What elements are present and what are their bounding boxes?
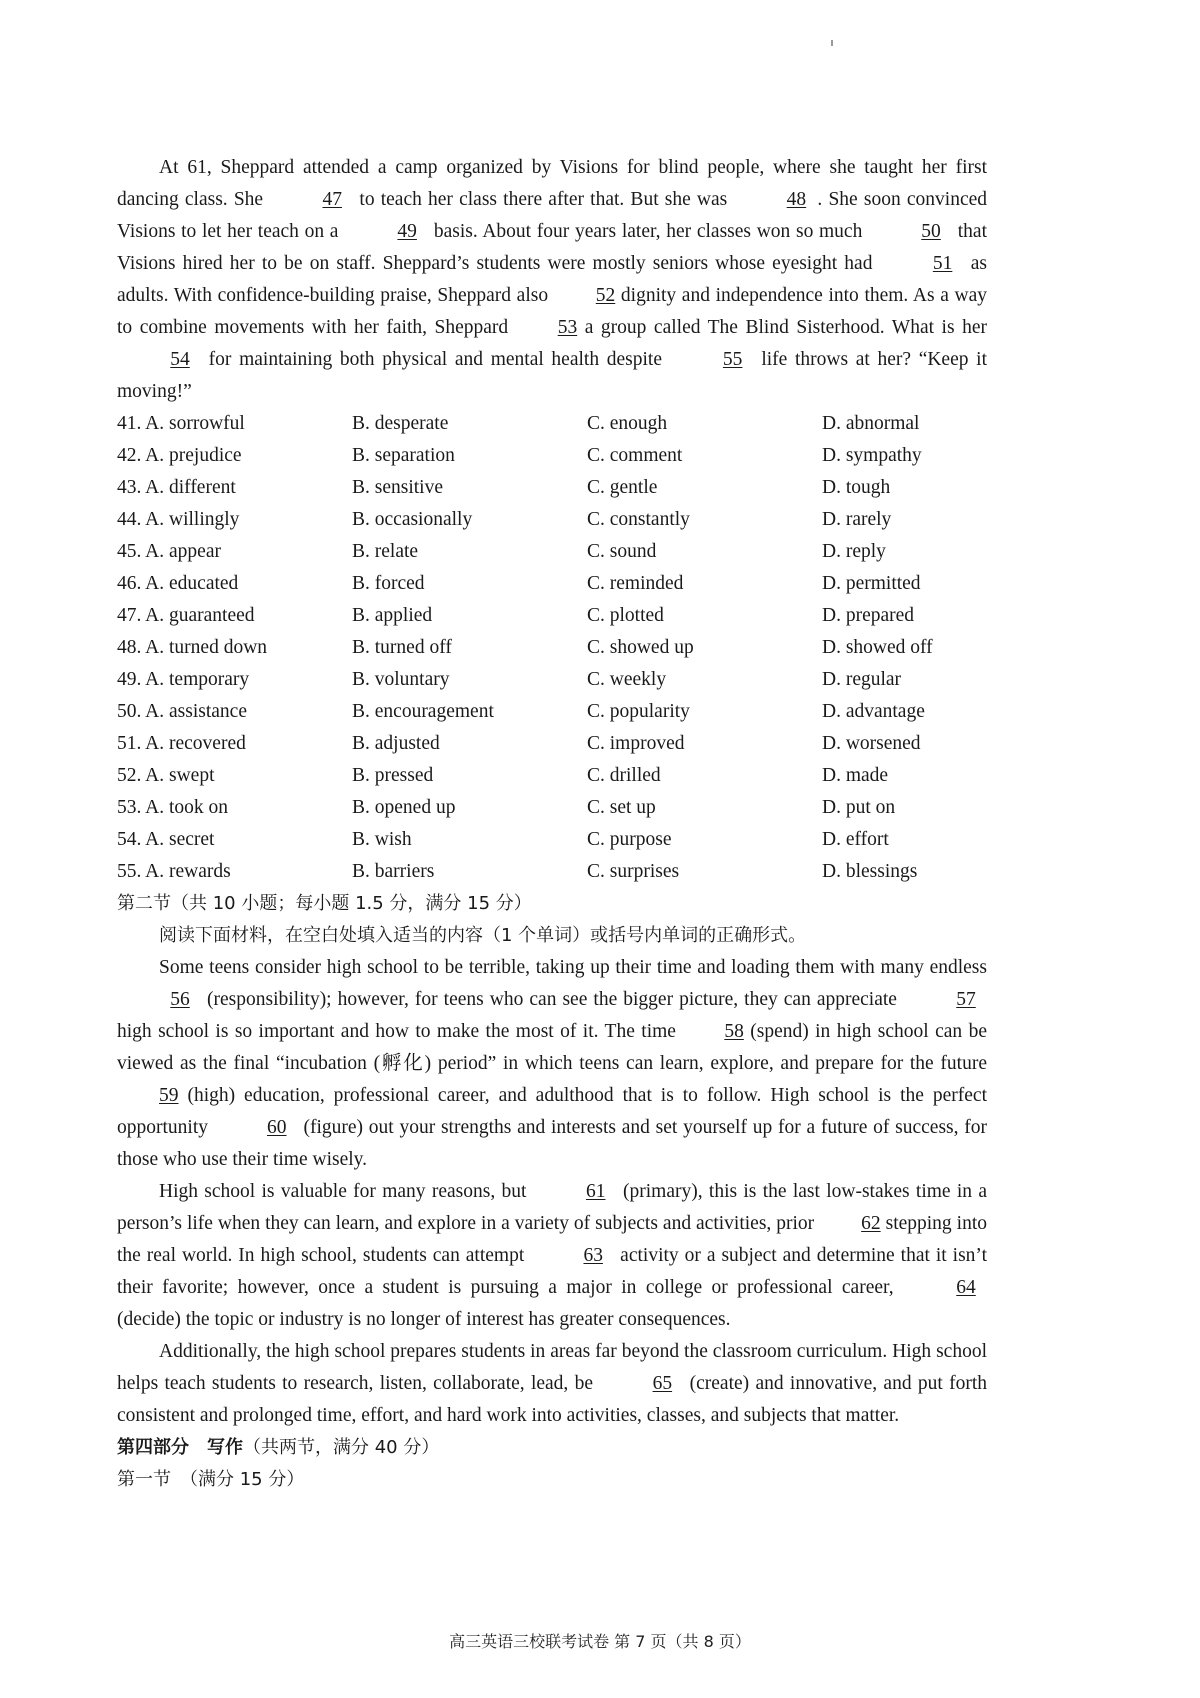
option-d: D. showed off <box>822 637 933 658</box>
option-d: D. rarely <box>822 509 892 530</box>
option-b: B. pressed <box>352 765 434 786</box>
grammar-paragraph-1 <box>117 952 987 1176</box>
option-row <box>117 696 987 728</box>
option-d: D. put on <box>822 797 896 818</box>
option-a: 51. A. recovered <box>117 733 246 754</box>
passage-text: Additionally, the high school prepares students in areas far beyond the classroom curriculum. High school helps teach students to research, listen, collaborate, lead, be <box>117 1341 987 1394</box>
option-c: C. constantly <box>587 509 690 530</box>
option-a: 46. A. educated <box>117 573 239 594</box>
option-d: D. tough <box>822 477 891 498</box>
blank-51: 51 <box>932 253 953 274</box>
option-b: B. turned off <box>352 637 452 658</box>
option-a: 44. A. willingly <box>117 509 240 530</box>
option-c: C. gentle <box>587 477 658 498</box>
option-c: C. purpose <box>587 829 672 850</box>
option-b: B. separation <box>352 445 455 466</box>
option-d: D. made <box>822 765 889 786</box>
option-row <box>117 472 987 504</box>
option-b: B. voluntary <box>352 669 450 690</box>
option-a: 42. A. prejudice <box>117 445 242 466</box>
option-c: C. drilled <box>587 765 661 786</box>
option-row <box>117 408 987 440</box>
blank-47: 47 <box>322 189 342 210</box>
option-c: C. surprises <box>587 861 680 882</box>
option-b: B. forced <box>352 573 425 594</box>
option-row <box>117 760 987 792</box>
grammar-paragraph-3 <box>117 1336 987 1432</box>
blank-58: 58 <box>724 1021 744 1042</box>
passage-text: (create) and innovative, and put forth consistent and prolonged time, effort, and hard work into activities, classes, and subjects that matter. <box>117 1373 987 1426</box>
blank-53: 53 <box>557 317 578 338</box>
option-a: 41. A. sorrowful <box>117 413 245 434</box>
blank-63: 63 <box>583 1245 603 1266</box>
option-d: D. sympathy <box>822 445 922 466</box>
section2-heading: 第二节（共 10 小题；每小题 1.5 分，满分 15 分） <box>117 893 532 914</box>
passage-text: (figure) out your strengths and interests and set yourself up for a future of success, for those who use their time wisely. <box>117 1117 987 1170</box>
passage-text: a group called The Blind Sisterhood. What is her <box>577 317 987 338</box>
blank-60: 60 <box>267 1117 287 1138</box>
option-d: D. reply <box>822 541 886 562</box>
passage-text: stepping into the real world. In high school, students can attempt <box>117 1213 987 1266</box>
option-d: D. advantage <box>822 701 925 722</box>
option-row <box>117 632 987 664</box>
passage-text: high school is so important and how to make the most of it. The time <box>117 1021 683 1042</box>
grammar-paragraph-2 <box>117 1176 987 1336</box>
blank-54: 54 <box>170 349 190 370</box>
option-a: 54. A. secret <box>117 829 215 850</box>
option-b: B. sensitive <box>352 477 443 498</box>
passage-text: basis. About four years later, her classes won so much <box>428 221 869 242</box>
passage-text: (responsibility); however, for teens who can see the bigger picture, they can appreciate <box>201 989 903 1010</box>
passage-text: Some teens consider high school to be terrible, taking up their time and loading them with many endless <box>159 957 987 978</box>
option-a: 49. A. temporary <box>117 669 250 690</box>
part4-title: 第四部分 写作 <box>117 1437 243 1458</box>
option-c: C. improved <box>587 733 685 754</box>
passage-text: that Visions hired her to be on staff. Sheppard’s students were mostly seniors whose eyesight had <box>117 221 987 274</box>
option-d: D. blessings <box>822 861 918 882</box>
option-row <box>117 792 987 824</box>
blank-61: 61 <box>585 1181 606 1202</box>
option-d: D. effort <box>822 829 889 850</box>
blank-48: 48 <box>786 189 807 210</box>
option-row <box>117 600 987 632</box>
option-c: C. popularity <box>587 701 690 722</box>
option-b: B. desperate <box>352 413 449 434</box>
passage-text: High school is valuable for many reasons, but <box>159 1181 533 1202</box>
option-c: C. plotted <box>587 605 664 626</box>
option-a: 45. A. appear <box>117 541 221 562</box>
part4-section1-heading: 第一节 （满分 15 分） <box>117 1469 305 1490</box>
page-content <box>117 152 987 1496</box>
blank-55: 55 <box>722 349 743 370</box>
passage-text: life throws at her? “Keep it moving!” <box>117 349 987 402</box>
passage-text: (decide) the topic or industry is no longer of interest has greater consequences. <box>117 1309 731 1330</box>
option-b: B. occasionally <box>352 509 473 530</box>
option-b: B. opened up <box>352 797 456 818</box>
option-c: C. enough <box>587 413 668 434</box>
blank-57: 57 <box>956 989 976 1010</box>
option-c: C. sound <box>587 541 657 562</box>
blank-62: 62 <box>861 1213 881 1234</box>
passage-text: dignity and independence into them. As a way to combine movements with her faith, Sheppard <box>117 285 987 338</box>
option-row <box>117 568 987 600</box>
option-a: 50. A. assistance <box>117 701 247 722</box>
option-b: B. relate <box>352 541 419 562</box>
option-c: C. reminded <box>587 573 684 594</box>
passage-text: (spend) in high school can be viewed as the final “incubation (孵化) period” in which teens can learn, explore, and prepare for the future <box>117 1021 987 1074</box>
option-c: C. set up <box>587 797 656 818</box>
blank-59: 59 <box>159 1085 179 1106</box>
option-b: B. encouragement <box>352 701 494 722</box>
option-row <box>117 824 987 856</box>
option-a: 48. A. turned down <box>117 637 268 658</box>
blank-52: 52 <box>595 285 616 306</box>
option-row <box>117 504 987 536</box>
option-row <box>117 728 987 760</box>
cloze-passage <box>117 152 987 408</box>
option-a: 47. A. guaranteed <box>117 605 255 626</box>
blank-65: 65 <box>652 1373 673 1394</box>
option-b: B. adjusted <box>352 733 440 754</box>
passage-text: activity or a subject and determine that it isn’t their favorite; however, once a student is pursuing a major in college or professional career, <box>117 1245 987 1298</box>
passage-text: to teach her class there after that. But she was <box>353 189 734 210</box>
option-d: D. permitted <box>822 573 921 594</box>
option-c: C. weekly <box>587 669 667 690</box>
part4-heading <box>117 1432 987 1464</box>
option-row <box>117 856 987 888</box>
blank-49: 49 <box>397 221 417 242</box>
blank-50: 50 <box>921 221 941 242</box>
option-b: B. barriers <box>352 861 435 882</box>
passage-text: . She soon convinced Visions to let her teach on a <box>117 189 987 242</box>
passage-text: (high) education, professional career, and adulthood that is to follow. High school is the perfect opportunity <box>117 1085 987 1138</box>
part4-score: （共两节，满分 40 分） <box>243 1437 440 1458</box>
passage-text: (primary), this is the last low-stakes time in a person’s life when they can learn, and explore in a variety of subjects and activities, prior <box>117 1181 987 1234</box>
passage-text: for maintaining both physical and mental health despite <box>201 349 670 370</box>
option-d: D. prepared <box>822 605 915 626</box>
cloze-options <box>117 408 987 888</box>
option-row <box>117 440 987 472</box>
option-b: B. wish <box>352 829 412 850</box>
option-c: C. showed up <box>587 637 694 658</box>
option-d: D. abnormal <box>822 413 920 434</box>
page-footer: 高三英语三校联考试卷 第 7 页（共 8 页） <box>449 1632 751 1651</box>
scan-speck <box>831 40 833 46</box>
option-d: D. worsened <box>822 733 921 754</box>
option-a: 53. A. took on <box>117 797 229 818</box>
passage-text: as adults. With confidence-building praise, Sheppard also <box>117 253 987 306</box>
option-a: 43. A. different <box>117 477 236 498</box>
passage-text: At 61, Sheppard attended a camp organized by Visions for blind people, where she taught her first dancing class. She <box>117 157 987 210</box>
blank-64: 64 <box>956 1277 976 1298</box>
option-a: 55. A. rewards <box>117 861 231 882</box>
option-row <box>117 664 987 696</box>
section2-instruction: 阅读下面材料，在空白处填入适当的内容（1 个单词）或括号内单词的正确形式。 <box>159 925 807 946</box>
option-row <box>117 536 987 568</box>
option-a: 52. A. swept <box>117 765 215 786</box>
option-c: C. comment <box>587 445 683 466</box>
option-b: B. applied <box>352 605 433 626</box>
blank-56: 56 <box>170 989 190 1010</box>
option-d: D. regular <box>822 669 902 690</box>
